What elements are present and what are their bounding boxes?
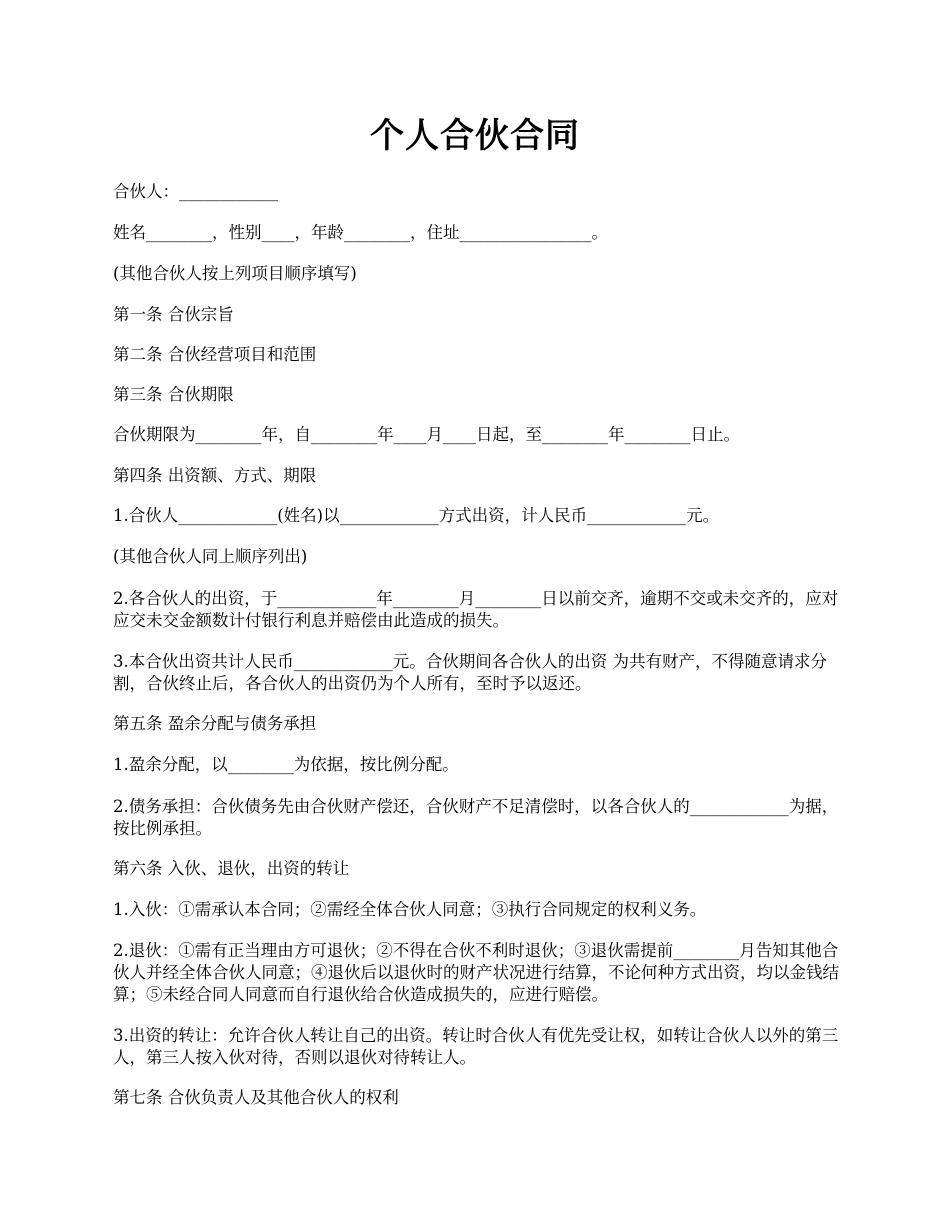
- partner-info-line: 姓名________，性别____，年龄________，住址________________。: [113, 223, 608, 242]
- contribution-clause-2: 2.各合伙人的出资，于____________年________月________日以前交齐，逾期不交或未交齐的，应对应交未交金额数计付银行利息并赔偿由此造成的损失。: [113, 589, 839, 630]
- article-3-heading: 第三条 合伙期限: [113, 385, 234, 404]
- article-7-heading: 第七条 合伙负责人及其他合伙人的权利: [113, 1088, 399, 1107]
- profit-distribution-clause: 1.盈余分配，以________为依据，按比例分配。: [113, 755, 459, 774]
- contribution-clause-3: 3.本合伙出资共计人民币____________元。合伙期间各合伙人的出资 为共有财产，不得随意请求分割，合伙终止后，各合伙人的出资仍为个人所有，至时予以返还。: [113, 652, 827, 693]
- other-partners-note: (其他合伙人按上列项目顺序填写): [113, 264, 357, 283]
- article-2-heading: 第二条 合伙经营项目和范围: [113, 345, 317, 364]
- article-6-heading: 第六条 入伙、退伙，出资的转让: [113, 859, 350, 878]
- partner-line: 合伙人：____________: [113, 182, 278, 201]
- article-5-heading: 第五条 盈余分配与债务承担: [113, 714, 317, 733]
- contribution-clause-1: 1.合伙人____________(姓名)以____________方式出资，计人民币____________元。: [113, 506, 720, 525]
- joining-clause: 1.入伙：①需承认本合同；②需经全体合伙人同意；③执行合同规定的权利义务。: [113, 900, 707, 919]
- withdrawal-clause: 2.退伙：①需有正当理由方可退伙；②不得在合伙不利时退伙；③退伙需提前________月告知其他合伙人并经全体合伙人同意；④退伙后以退伙时的财产状况进行结算，不论何种方式出资，均以金钱结算；⑤未经合同人同意而自行退伙给合伙造成损失的，应进行赔偿。: [113, 941, 839, 1004]
- debt-bearing-clause: 2.债务承担：合伙债务先由合伙财产偿还，合伙财产不足清偿时，以各合伙人的____________为据，按比例承担。: [113, 797, 839, 838]
- document-title: 个人合伙合同: [370, 116, 580, 156]
- article-4-heading: 第四条 出资额、方式、期限: [113, 466, 317, 485]
- other-partners-list-note: (其他合伙人同上顺序列出): [113, 547, 308, 566]
- partnership-term-clause: 合伙期限为________年，自________年____月____日起，至________年________日止。: [113, 425, 740, 444]
- transfer-clause: 3.出资的转让：允许合伙人转让自己的出资。转让时合伙人有优先受让权，如转让合伙人以外的第三人，第三人按入伙对待，否则以退伙对待转让人。: [113, 1026, 839, 1067]
- article-1-heading: 第一条 合伙宗旨: [113, 305, 234, 324]
